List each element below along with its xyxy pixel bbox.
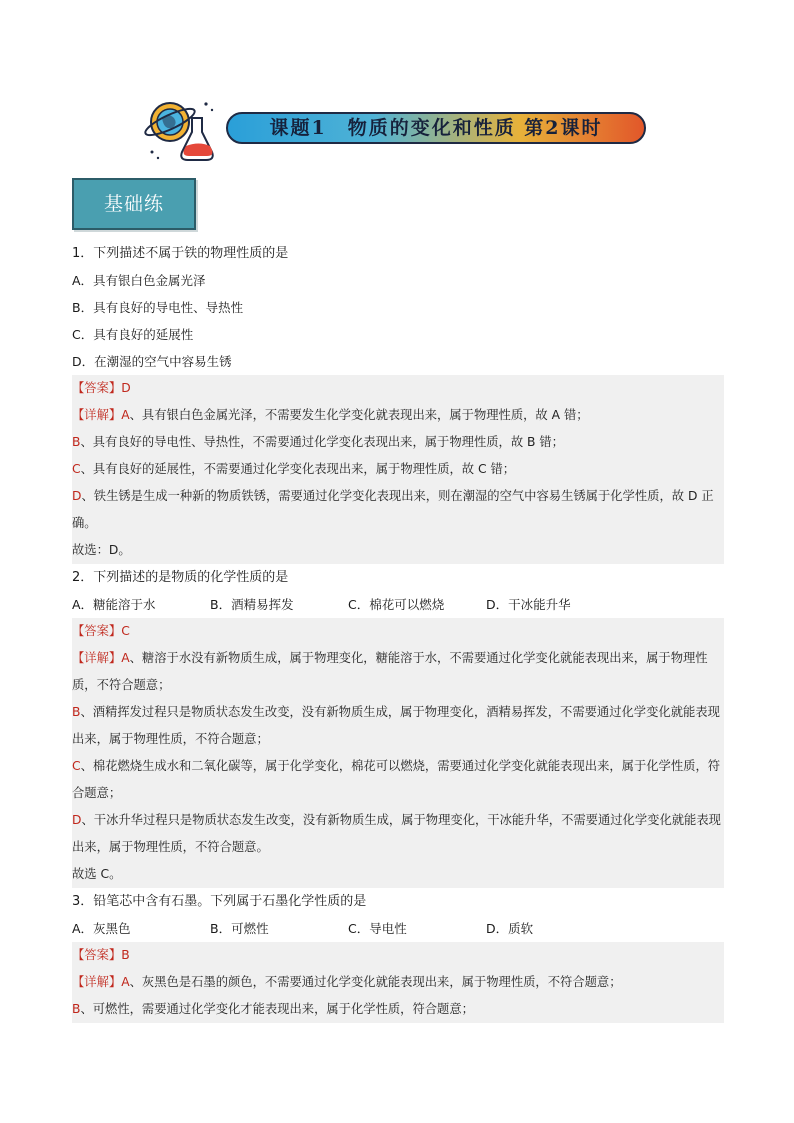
detail-line bbox=[72, 402, 724, 429]
answer-tag: 【答案】 bbox=[72, 381, 122, 395]
option-row bbox=[72, 915, 724, 942]
answer-block bbox=[72, 618, 724, 888]
option: A．糖能溶于水 bbox=[72, 597, 156, 612]
answer-value: B bbox=[121, 948, 130, 962]
detail-text: 、干冰升华过程只是物质状态发生改变，没有新物质生成，属于物理变化，干冰能升华，不需要通过化学变化就能表现出来，属于物理性质，不符合题意。 bbox=[72, 813, 721, 854]
detail-text: 、糖溶于水没有新物质生成，属于物理变化，糖能溶于水，不需要通过化学变化就能表现出来，属于物理性质，不符合题意； bbox=[72, 651, 708, 692]
answer-tag: 【答案】 bbox=[72, 948, 122, 962]
detail-text: 、灰黑色是石墨的颜色，不需要通过化学变化就能表现出来，属于物理性质，不符合题意； bbox=[129, 975, 622, 989]
option: C．具有良好的延展性 bbox=[72, 327, 194, 342]
detail-lead: C bbox=[72, 759, 81, 773]
detail-line bbox=[72, 456, 724, 483]
answer-block bbox=[72, 942, 724, 1023]
detail-tag: 【详解】 bbox=[72, 408, 122, 422]
detail-lead: B bbox=[72, 705, 81, 719]
option: C．棉花可以燃烧 bbox=[348, 597, 445, 612]
answer-value: C bbox=[121, 624, 130, 638]
answer-line bbox=[72, 942, 724, 969]
section-badge bbox=[72, 178, 196, 230]
detail-line bbox=[72, 996, 724, 1023]
detail-text: 、具有银白色金属光泽，不需要发生化学变化就表现出来，属于物理性质，故 A 错； bbox=[129, 408, 589, 422]
question-stem: 3．铅笔芯中含有石墨。下列属于石墨化学性质的是 bbox=[72, 894, 367, 909]
planet-flask-icon bbox=[140, 96, 220, 166]
detail-lead: D bbox=[72, 813, 82, 827]
header bbox=[140, 96, 660, 166]
detail-text: 、具有良好的导电性、导热性，不需要通过化学变化表现出来，属于物理性质，故 B 错； bbox=[80, 435, 564, 449]
detail-lead: D bbox=[72, 489, 82, 503]
detail-line bbox=[72, 483, 724, 537]
question-list bbox=[72, 240, 724, 1023]
detail-line bbox=[72, 429, 724, 456]
detail-line bbox=[72, 969, 724, 996]
answer-tag: 【答案】 bbox=[72, 624, 122, 638]
detail-lead: A bbox=[121, 651, 130, 665]
detail-line bbox=[72, 699, 724, 753]
answer-line bbox=[72, 618, 724, 645]
option: D．在潮湿的空气中容易生锈 bbox=[72, 354, 232, 369]
answer-value: D bbox=[121, 381, 131, 395]
detail-lead: B bbox=[72, 435, 81, 449]
conclusion: 故选：D。 bbox=[72, 543, 131, 557]
detail-line bbox=[72, 645, 724, 699]
option: D．干冰能升华 bbox=[486, 597, 571, 612]
detail-text: 、可燃性，需要通过化学变化才能表现出来，属于化学性质，符合题意； bbox=[80, 1002, 474, 1016]
conclusion: 故选 C。 bbox=[72, 867, 122, 881]
option-row bbox=[72, 591, 724, 618]
question-stem: 1．下列描述不属于铁的物理性质的是 bbox=[72, 246, 289, 261]
option: D．质软 bbox=[486, 921, 534, 936]
detail-text: 、酒精挥发过程只是物质状态发生改变，没有新物质生成，属于物理变化，酒精易挥发，不需要通过化学变化就能表现出来，属于物理性质，不符合题意； bbox=[72, 705, 720, 746]
answer-line bbox=[72, 375, 724, 402]
detail-text: 、具有良好的延展性，不需要通过化学变化表现出来，属于物理性质，故 C 错； bbox=[80, 462, 516, 476]
option: C．导电性 bbox=[348, 921, 407, 936]
detail-lead: B bbox=[72, 1002, 81, 1016]
option: A．灰黑色 bbox=[72, 921, 131, 936]
option: B．酒精易挥发 bbox=[210, 597, 294, 612]
option: A．具有银白色金属光泽 bbox=[72, 273, 206, 288]
option: B．具有良好的导电性、导热性 bbox=[72, 300, 244, 315]
section-label: 基础练 bbox=[103, 193, 164, 215]
detail-lead: A bbox=[121, 408, 130, 422]
detail-tag: 【详解】 bbox=[72, 975, 122, 989]
detail-text: 、铁生锈是生成一种新的物质铁锈，需要通过化学变化表现出来，则在潮湿的空气中容易生锈属于化学性质，故 D 正确。 bbox=[72, 489, 714, 530]
detail-line bbox=[72, 753, 724, 807]
detail-text: 、棉花燃烧生成水和二氧化碳等，属于化学变化，棉花可以燃烧，需要通过化学变化就能表现出来，属于化学性质，符合题意； bbox=[72, 759, 721, 800]
question-stem: 2．下列描述的是物质的化学性质的是 bbox=[72, 570, 289, 585]
answer-block bbox=[72, 375, 724, 564]
option: B．可燃性 bbox=[210, 921, 269, 936]
detail-line bbox=[72, 807, 724, 861]
detail-lead: A bbox=[121, 975, 130, 989]
title-banner bbox=[226, 112, 646, 144]
detail-tag: 【详解】 bbox=[72, 651, 122, 665]
page-title: 课题1 物质的变化和性质 第2课时 bbox=[269, 117, 603, 139]
detail-lead: C bbox=[72, 462, 81, 476]
